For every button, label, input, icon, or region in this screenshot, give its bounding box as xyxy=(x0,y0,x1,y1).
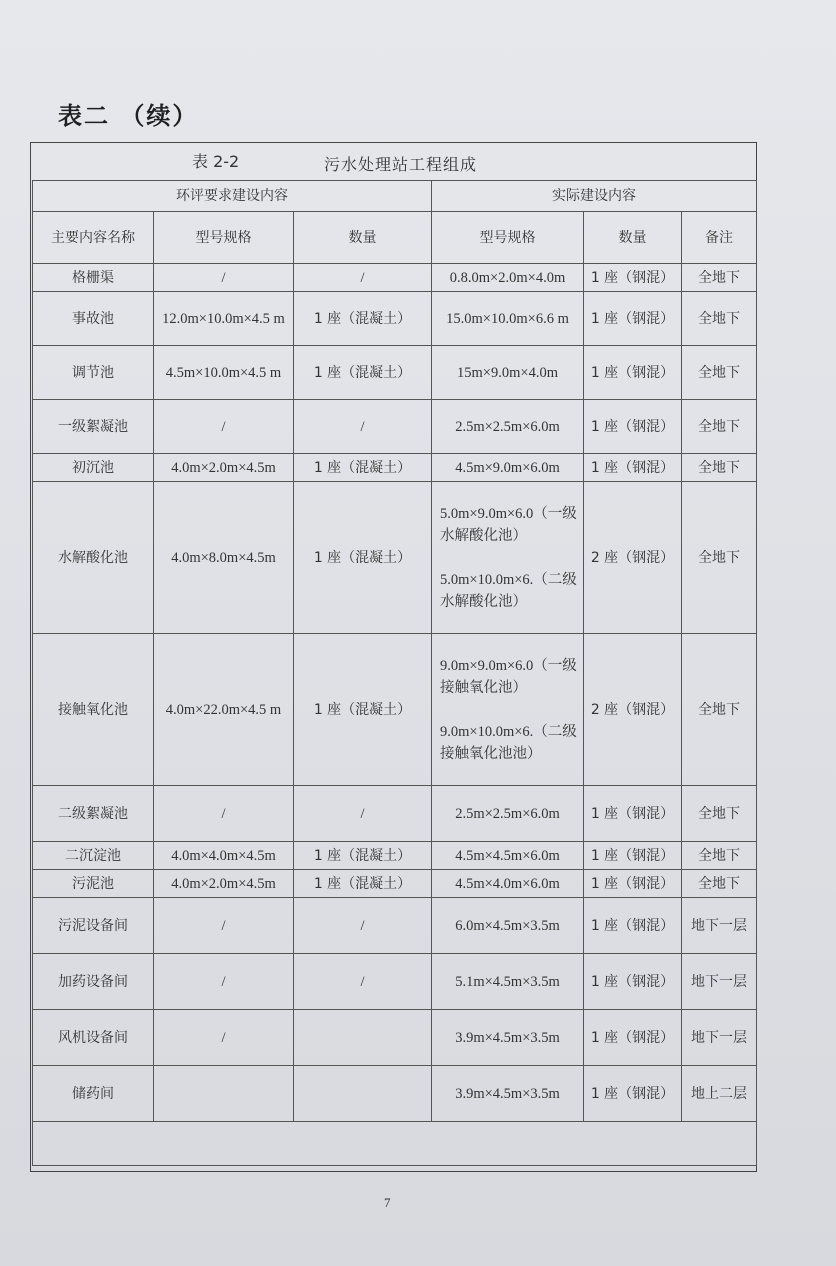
cell-planned-spec: 12.0m×10.0m×4.5 m xyxy=(154,292,294,346)
cell-planned-qty: / xyxy=(294,400,432,454)
cell-name: 调节池 xyxy=(33,346,154,400)
cell-actual-qty: 1 座（钢混） xyxy=(584,954,682,1010)
cell-planned-spec: 4.0m×2.0m×4.5m xyxy=(154,454,294,482)
cell-planned-spec: / xyxy=(154,1010,294,1066)
cell-planned-spec: / xyxy=(154,954,294,1010)
group-header-actual: 实际建设内容 xyxy=(432,181,757,212)
page-number: 7 xyxy=(384,1195,391,1210)
cell-planned-qty: / xyxy=(294,954,432,1010)
cell-note: 全地下 xyxy=(682,454,757,482)
cell-name: 加药设备间 xyxy=(33,954,154,1010)
cell-actual-spec: 0.8.0m×2.0m×4.0m xyxy=(432,264,584,292)
cell-planned-qty: 1 座（混凝土） xyxy=(294,870,432,898)
cell-planned-spec: 4.5m×10.0m×4.5 m xyxy=(154,346,294,400)
table-name: 污水处理站工程组成 xyxy=(324,155,478,174)
cell-planned-qty: 1 座（混凝土） xyxy=(294,292,432,346)
cell-planned-qty: / xyxy=(294,264,432,292)
cell-name: 初沉池 xyxy=(33,454,154,482)
table-row xyxy=(33,400,757,454)
cell-note: 地下一层 xyxy=(682,1010,757,1066)
cell-planned-spec: / xyxy=(154,898,294,954)
cell-name: 污泥设备间 xyxy=(33,898,154,954)
cell-name: 污泥池 xyxy=(33,870,154,898)
cell-actual-spec: 4.5m×9.0m×6.0m xyxy=(432,454,584,482)
cell-note: 全地下 xyxy=(682,400,757,454)
cell-note: 全地下 xyxy=(682,634,757,786)
cell-actual-qty: 1 座（钢混） xyxy=(584,264,682,292)
table-row xyxy=(33,264,757,292)
cell-actual-spec xyxy=(432,634,584,786)
cell-note: 全地下 xyxy=(682,842,757,870)
cell-actual-qty: 2 座（钢混） xyxy=(584,482,682,634)
group-header-row xyxy=(33,181,757,212)
cell-planned-qty: 1 座（混凝土） xyxy=(294,454,432,482)
table-row xyxy=(33,842,757,870)
cell-name: 二级絮凝池 xyxy=(33,786,154,842)
column-header: 数量 xyxy=(294,212,432,264)
column-header: 型号规格 xyxy=(432,212,584,264)
table-row xyxy=(33,634,757,786)
actual-spec-line: 9.0m×10.0m×6.（二级接触氧化池池） xyxy=(440,723,577,762)
table-row xyxy=(33,898,757,954)
table-row xyxy=(33,482,757,634)
cell-planned-qty: / xyxy=(294,898,432,954)
cell-actual-qty: 1 座（钢混） xyxy=(584,786,682,842)
column-header: 备注 xyxy=(682,212,757,264)
cell-planned-spec xyxy=(154,1066,294,1122)
cell-planned-spec: / xyxy=(154,786,294,842)
cell-actual-spec: 5.1m×4.5m×3.5m xyxy=(432,954,584,1010)
cell-actual-spec: 3.9m×4.5m×3.5m xyxy=(432,1066,584,1122)
actual-spec-line: 5.0m×10.0m×6.（二级水解酸化池） xyxy=(440,571,577,610)
cell-actual-qty: 1 座（钢混） xyxy=(584,292,682,346)
project-composition-table xyxy=(32,180,757,1166)
cell-name: 风机设备间 xyxy=(33,1010,154,1066)
column-header: 数量 xyxy=(584,212,682,264)
table-row xyxy=(33,292,757,346)
cell-planned-spec: 4.0m×22.0m×4.5 m xyxy=(154,634,294,786)
cell-actual-qty: 2 座（钢混） xyxy=(584,634,682,786)
cell-name: 水解酸化池 xyxy=(33,482,154,634)
cell-actual-spec: 4.5m×4.5m×6.0m xyxy=(432,842,584,870)
cell-actual-spec xyxy=(432,482,584,634)
table-row xyxy=(33,870,757,898)
cell-actual-spec: 3.9m×4.5m×3.5m xyxy=(432,1010,584,1066)
cell-name: 事故池 xyxy=(33,292,154,346)
table-row xyxy=(33,454,757,482)
cell-planned-qty xyxy=(294,1066,432,1122)
cell-name: 二沉淀池 xyxy=(33,842,154,870)
table-caption xyxy=(48,142,756,178)
cell-note: 地上二层 xyxy=(682,1066,757,1122)
cell-note: 地下一层 xyxy=(682,898,757,954)
cell-name: 接触氧化池 xyxy=(33,634,154,786)
cell-planned-qty: 1 座（混凝土） xyxy=(294,346,432,400)
cell-name: 储药间 xyxy=(33,1066,154,1122)
cell-note: 全地下 xyxy=(682,870,757,898)
cell-actual-qty: 1 座（钢混） xyxy=(584,346,682,400)
cell-actual-spec: 2.5m×2.5m×6.0m xyxy=(432,400,584,454)
table-row xyxy=(33,346,757,400)
cell-note: 全地下 xyxy=(682,482,757,634)
cell-actual-qty: 1 座（钢混） xyxy=(584,400,682,454)
cell-planned-spec: 4.0m×4.0m×4.5m xyxy=(154,842,294,870)
cell-planned-qty: 1 座（混凝土） xyxy=(294,842,432,870)
table-row xyxy=(33,786,757,842)
table-row xyxy=(33,1010,757,1066)
table-row xyxy=(33,954,757,1010)
cell-actual-spec: 15.0m×10.0m×6.6 m xyxy=(432,292,584,346)
cell-planned-spec: 4.0m×8.0m×4.5m xyxy=(154,482,294,634)
cell-note: 地下一层 xyxy=(682,954,757,1010)
cell-actual-qty: 1 座（钢混） xyxy=(584,1010,682,1066)
cell-actual-qty: 1 座（钢混） xyxy=(584,898,682,954)
actual-spec-line: 5.0m×9.0m×6.0（一级水解酸化池） xyxy=(440,505,577,544)
actual-spec-line: 9.0m×9.0m×6.0（一级接触氧化池） xyxy=(440,657,577,696)
column-header: 型号规格 xyxy=(154,212,294,264)
cell-actual-qty: 1 座（钢混） xyxy=(584,870,682,898)
table-row-empty xyxy=(33,1122,757,1166)
cell-note: 全地下 xyxy=(682,346,757,400)
cell-planned-spec: / xyxy=(154,264,294,292)
cell-name: 一级絮凝池 xyxy=(33,400,154,454)
cell-planned-qty: 1 座（混凝土） xyxy=(294,482,432,634)
cell-planned-qty: 1 座（混凝土） xyxy=(294,634,432,786)
table-number: 表 2-2 xyxy=(192,152,240,171)
section-title: 表二 （续） xyxy=(58,102,199,130)
table-row xyxy=(33,1066,757,1122)
cell-actual-qty: 1 座（钢混） xyxy=(584,1066,682,1122)
cell-name: 格栅渠 xyxy=(33,264,154,292)
group-header-planned: 环评要求建设内容 xyxy=(33,181,432,212)
cell-actual-spec: 2.5m×2.5m×6.0m xyxy=(432,786,584,842)
empty-cell xyxy=(33,1122,757,1166)
cell-note: 全地下 xyxy=(682,292,757,346)
cell-actual-spec: 4.5m×4.0m×6.0m xyxy=(432,870,584,898)
cell-actual-qty: 1 座（钢混） xyxy=(584,454,682,482)
cell-actual-spec: 6.0m×4.5m×3.5m xyxy=(432,898,584,954)
cell-actual-qty: 1 座（钢混） xyxy=(584,842,682,870)
column-header-row xyxy=(33,212,757,264)
column-header: 主要内容名称 xyxy=(33,212,154,264)
cell-planned-qty xyxy=(294,1010,432,1066)
cell-note: 全地下 xyxy=(682,264,757,292)
cell-note: 全地下 xyxy=(682,786,757,842)
cell-planned-spec: 4.0m×2.0m×4.5m xyxy=(154,870,294,898)
cell-planned-spec: / xyxy=(154,400,294,454)
cell-actual-spec: 15m×9.0m×4.0m xyxy=(432,346,584,400)
cell-planned-qty: / xyxy=(294,786,432,842)
